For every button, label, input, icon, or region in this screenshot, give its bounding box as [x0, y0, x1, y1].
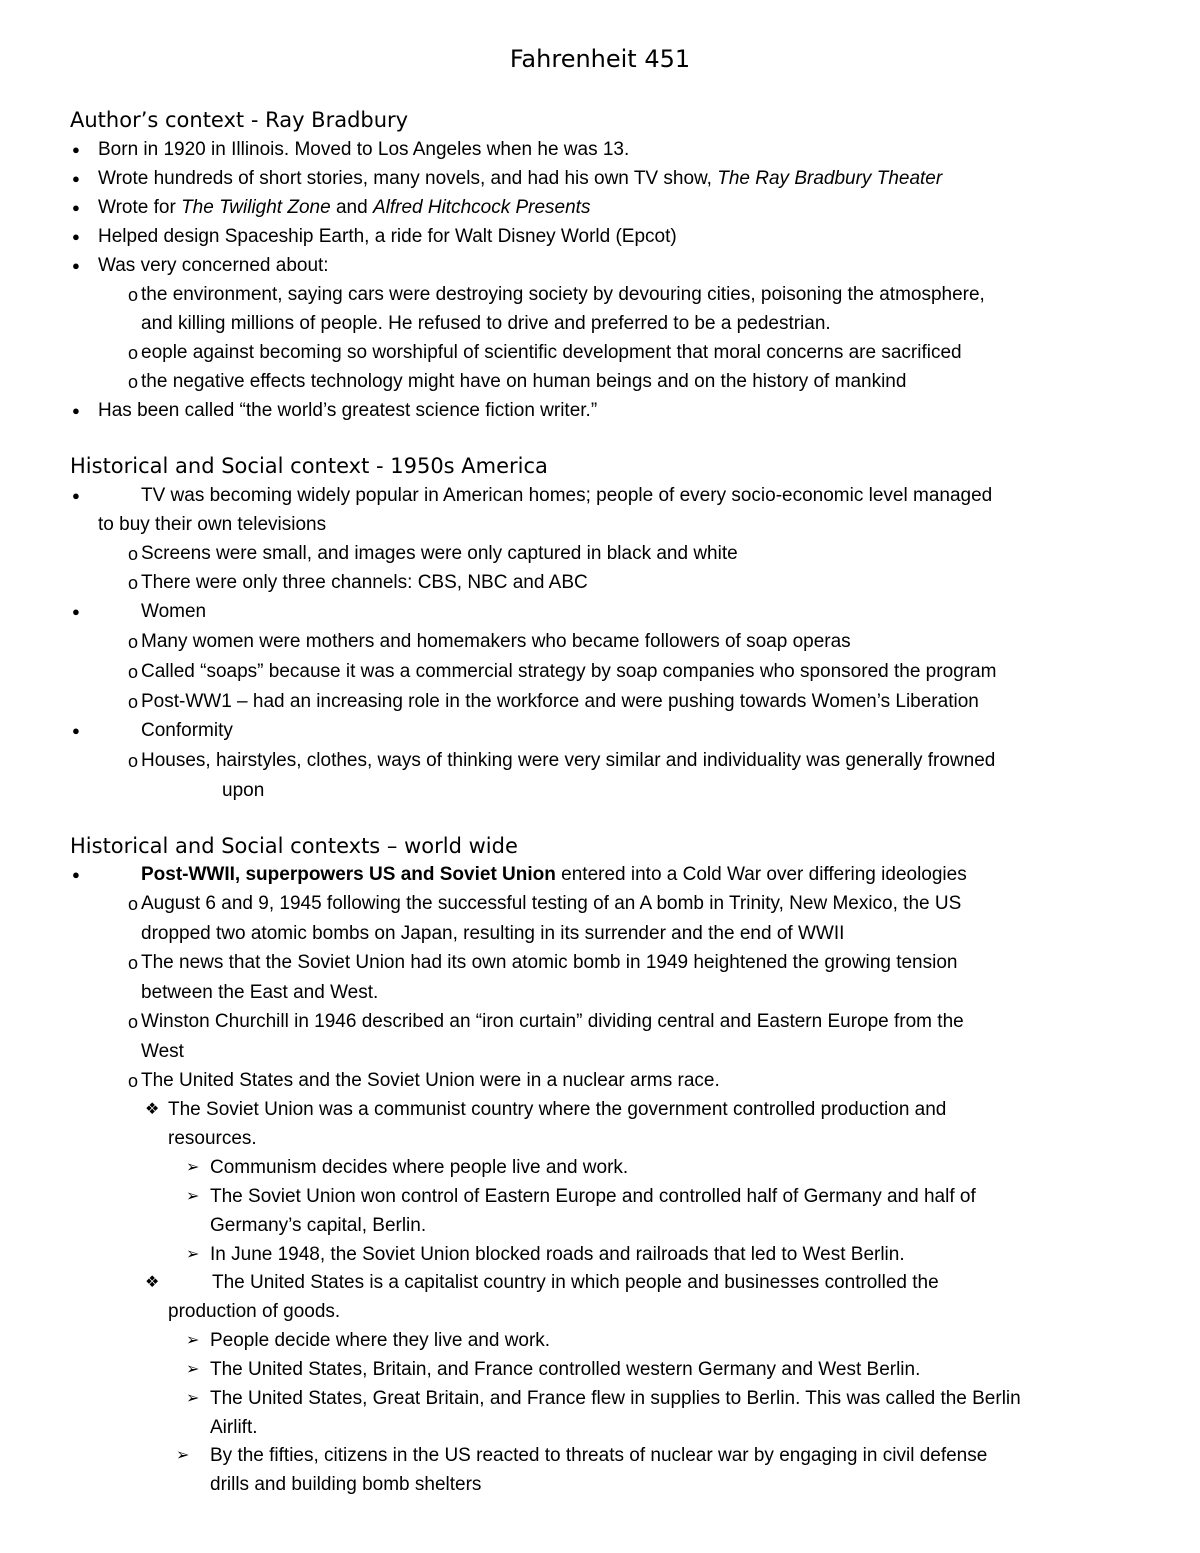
list-item-text: Wrote for — [98, 197, 182, 218]
arrow-list-item-continuation: drills and building bomb shelters — [210, 1474, 482, 1495]
sub-list-item-continuation: West — [141, 1041, 184, 1062]
arrow-bullet-icon: ➢ — [176, 1447, 190, 1464]
section-heading-1950s-america: Historical and Social context - 1950s America — [70, 454, 548, 478]
list-item — [141, 863, 967, 887]
bullet-icon: ● — [72, 229, 80, 244]
tv-show-title: Alfred Hitchcock Presents — [372, 197, 591, 218]
circle-bullet-icon: o — [128, 544, 139, 564]
list-item: TV was becoming widely popular in American homes; people of every socio-economic level managed — [141, 485, 993, 506]
sub-list-item: The United States and the Soviet Union were in a nuclear arms race. — [141, 1070, 720, 1091]
bullet-icon: ● — [72, 488, 80, 503]
sub-list-item: Screens were small, and images were only captured in black and white — [141, 543, 738, 564]
circle-bullet-icon: o — [128, 692, 139, 712]
circle-bullet-icon: o — [128, 894, 139, 914]
list-item — [98, 196, 590, 220]
list-item: Has been called “the world’s greatest science fiction writer.” — [98, 400, 598, 421]
diamond-bullet-icon: ❖ — [145, 1274, 160, 1291]
sub-sub-list-item: The United States is a capitalist country in which people and businesses controlled the — [212, 1272, 939, 1293]
arrow-list-item: The United States, Britain, and France controlled western Germany and West Berlin. — [210, 1359, 921, 1380]
section-heading-world-wide: Historical and Social contexts – world wide — [70, 834, 518, 858]
circle-bullet-icon: o — [128, 372, 139, 392]
sub-list-item: The news that the Soviet Union had its own atomic bomb in 1949 heightened the growing tension — [141, 952, 958, 973]
list-item: Was very concerned about: — [98, 255, 329, 276]
list-item: Helped design Spaceship Earth, a ride for Walt Disney World (Epcot) — [98, 226, 677, 247]
list-item: Conformity — [141, 720, 233, 741]
list-item-text: Wrote hundreds of short stories, many novels, and had his own TV show, — [98, 168, 718, 189]
bullet-icon: ● — [72, 258, 80, 273]
circle-bullet-icon: o — [128, 751, 139, 771]
sub-sub-list-item-continuation: production of goods. — [168, 1301, 341, 1322]
sub-list-item: the negative effects technology might have on human beings and on the history of mankind — [141, 371, 907, 392]
list-item: Born in 1920 in Illinois. Moved to Los Angeles when he was 13. — [98, 139, 630, 160]
sub-list-item: Post-WW1 – had an increasing role in the workforce and were pushing towards Women’s Liberation — [141, 691, 979, 712]
arrow-list-item: People decide where they live and work. — [210, 1330, 551, 1351]
arrow-list-item: By the fifties, citizens in the US reacted to threats of nuclear war by engaging in civil defense — [210, 1445, 988, 1466]
circle-bullet-icon: o — [128, 632, 139, 652]
list-item-text: entered into a Cold War over differing ideologies — [555, 864, 967, 885]
sub-list-item: Many women were mothers and homemakers who became followers of soap operas — [141, 631, 851, 652]
arrow-list-item: In June 1948, the Soviet Union blocked roads and railroads that led to West Berlin. — [210, 1244, 905, 1265]
tv-show-title: The Twilight Zone — [181, 197, 331, 218]
arrow-list-item-continuation: Germany’s capital, Berlin. — [210, 1215, 427, 1236]
list-item: Women — [141, 601, 207, 622]
circle-bullet-icon: o — [128, 285, 139, 305]
document-title: Fahrenheit 451 — [509, 45, 691, 73]
circle-bullet-icon: o — [128, 1012, 139, 1032]
arrow-bullet-icon: ➢ — [186, 1188, 200, 1205]
bullet-icon: ● — [72, 142, 80, 157]
sub-list-item: the environment, saying cars were destroying society by devouring cities, poisoning the atmosphere, — [141, 284, 985, 305]
list-item-continuation: to buy their own televisions — [98, 514, 327, 535]
circle-bullet-icon: o — [128, 662, 139, 682]
arrow-bullet-icon: ➢ — [186, 1361, 200, 1378]
section-heading-authors-context: Author’s context - Ray Bradbury — [70, 108, 409, 132]
sub-list-item-continuation: dropped two atomic bombs on Japan, resulting in its surrender and the end of WWII — [141, 923, 845, 944]
sub-list-item: Houses, hairstyles, clothes, ways of thinking were very similar and individuality was generally frowned — [141, 750, 996, 771]
list-item — [98, 167, 942, 191]
circle-bullet-icon: o — [128, 953, 139, 973]
arrow-list-item: The United States, Great Britain, and France flew in supplies to Berlin. This was called the Berlin — [210, 1388, 1021, 1409]
bullet-icon: ● — [72, 723, 80, 738]
sub-list-item-continuation: and killing millions of people. He refused to drive and preferred to be a pedestrian. — [141, 313, 831, 334]
bullet-icon: ● — [72, 403, 80, 418]
sub-list-item: August 6 and 9, 1945 following the successful testing of an A bomb in Trinity, New Mexico, the US — [141, 893, 962, 914]
arrow-bullet-icon: ➢ — [186, 1332, 200, 1349]
arrow-list-item: Communism decides where people live and work. — [210, 1157, 629, 1178]
circle-bullet-icon: o — [128, 1071, 139, 1091]
arrow-bullet-icon: ➢ — [186, 1390, 200, 1407]
arrow-bullet-icon: ➢ — [186, 1246, 200, 1263]
list-item-text: and — [330, 197, 373, 218]
circle-bullet-icon: o — [128, 343, 139, 363]
arrow-list-item-continuation: Airlift. — [210, 1417, 258, 1438]
sub-list-item: Called “soaps” because it was a commercial strategy by soap companies who sponsored the program — [141, 661, 997, 682]
bullet-icon: ● — [72, 867, 80, 882]
arrow-bullet-icon: ➢ — [186, 1159, 200, 1176]
sub-list-item: eople against becoming so worshipful of scientific development that moral concerns are sacrificed — [141, 342, 962, 363]
arrow-list-item: The Soviet Union won control of Eastern Europe and controlled half of Germany and half of — [210, 1186, 976, 1207]
sub-list-item-continuation: between the East and West. — [141, 982, 379, 1003]
bullet-icon: ● — [72, 171, 80, 186]
bullet-icon: ● — [72, 604, 80, 619]
sub-list-item: Winston Churchill in 1946 described an “iron curtain” dividing central and Eastern Europe from the — [141, 1011, 964, 1032]
sub-sub-list-item: The Soviet Union was a communist country where the government controlled production and — [168, 1099, 947, 1120]
tv-show-title: The Ray Bradbury Theater — [717, 168, 943, 189]
sub-sub-list-item-continuation: resources. — [168, 1128, 257, 1149]
sub-list-item-continuation: upon — [222, 780, 265, 801]
circle-bullet-icon: o — [128, 573, 139, 593]
sub-list-item: There were only three channels: CBS, NBC and ABC — [141, 572, 588, 593]
bullet-icon: ● — [72, 200, 80, 215]
bold-lead-text: Post-WWII, superpowers US and Soviet Union — [141, 864, 556, 885]
diamond-bullet-icon: ❖ — [145, 1101, 160, 1118]
